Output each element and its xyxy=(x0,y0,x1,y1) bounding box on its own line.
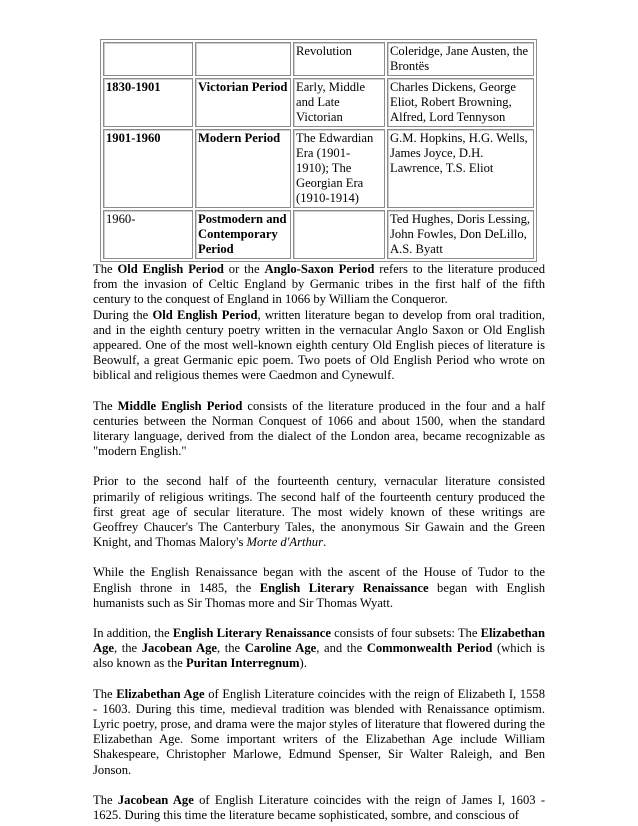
table-row xyxy=(103,210,534,259)
table-row xyxy=(103,129,534,208)
paragraph-old-english-poetry: During the Old English Period, written literature began to develop from oral tradition, and in the eighth century poetry written in the vernacular Anglo Saxon or Old English appeared. One of the most well-known eighth century Old English pieces of literature is Beowulf, a great Germanic epic poem. Two poets of Old English Period who wrote on biblical and religious themes were Caedmon and Cynewulf. xyxy=(93,307,545,383)
table-cell-subperiod: The Edwardian Era (1901-1910); The Georgian Era (1910-1914) xyxy=(293,129,385,208)
table-cell-subperiod: Early, Middle and Late Victorian xyxy=(293,78,385,127)
table-cell-period: Modern Period xyxy=(195,129,291,208)
table-cell-writers: Coleridge, Jane Austen, the Brontës xyxy=(387,42,534,76)
paragraph-secular-literature: Prior to the second half of the fourteenth century, vernacular literature consisted primarily of religious writings. The second half of the fourteenth century produced the first great age of secular literature. The most widely known of these writings are Geoffrey Chaucer's The Canterbury Tales, the anonymous Sir Gawain and the Green Knight, and Thomas Malory's Morte d'Arthur. xyxy=(93,474,545,550)
paragraph-renaissance-subsets: In addition, the English Literary Renaissance consists of four subsets: The Elizabethan Age, the Jacobean Age, the Caroline Age, and the Commonwealth Period (which is also known as the Puritan Interregnum). xyxy=(93,626,545,671)
paragraph-middle-english: The Middle English Period consists of the literature produced in the four and a half centuries between the Norman Conquest of 1066 and about 1500, when the standard literary language, derived from the dialect of the London area, became recognizable as "modern English." xyxy=(93,398,546,459)
paragraph-jacobean-age: The Jacobean Age of English Literature coincides with the reign of James I, 1603 - 1625. During this time the literature became sophisticated, sombre, and conscious of xyxy=(93,792,546,823)
table-cell-dates xyxy=(103,42,193,76)
table-cell-subperiod: Revolution xyxy=(293,42,385,76)
paragraph-elizabethan-age: The Elizabethan Age of English Literature coincides with the reign of Elizabeth I, 1558 - 1603. During this time, medieval tradition was blended with Renaissance optimism. Lyric poetry, prose, and drama were the major styles of literature that flowered during the Elizabethan Age. Some important writers of the Elizabethan Age include William Shakespeare, Christopher Marlowe, Edmund Spenser, Sir Walter Raleigh, and Ben Jonson. xyxy=(93,686,545,777)
table-cell-dates: 1960- xyxy=(103,210,193,259)
literary-periods-table xyxy=(100,39,537,262)
paragraph-old-english-intro: The Old English Period or the Anglo-Saxon Period refers to the literature produced from the invasion of Celtic England by Germanic tribes in the first half of the fifth century to the conquest of England in 1066 by William the Conqueror. xyxy=(93,262,545,307)
table-cell-dates: 1901-1960 xyxy=(103,129,193,208)
table-cell-period xyxy=(195,42,291,76)
table-cell-writers: G.M. Hopkins, H.G. Wells, James Joyce, D.H. Lawrence, T.S. Eliot xyxy=(387,129,534,208)
body-text xyxy=(93,262,545,823)
table-cell-dates: 1830-1901 xyxy=(103,78,193,127)
table-cell-period: Postmodern and Contemporary Period xyxy=(195,210,291,259)
table-row xyxy=(103,78,534,127)
table-cell-subperiod xyxy=(293,210,385,259)
table-cell-writers: Charles Dickens, George Eliot, Robert Browning, Alfred, Lord Tennyson xyxy=(387,78,534,127)
paragraph-renaissance: While the English Renaissance began with the ascent of the House of Tudor to the English throne in 1485, the English Literary Renaissance began with English humanists such as Sir Thomas more and Sir Thomas Wyatt. xyxy=(93,565,546,610)
table-row xyxy=(103,42,534,76)
table-cell-period: Victorian Period xyxy=(195,78,291,127)
table-cell-writers: Ted Hughes, Doris Lessing, John Fowles, Don DeLillo, A.S. Byatt xyxy=(387,210,534,259)
